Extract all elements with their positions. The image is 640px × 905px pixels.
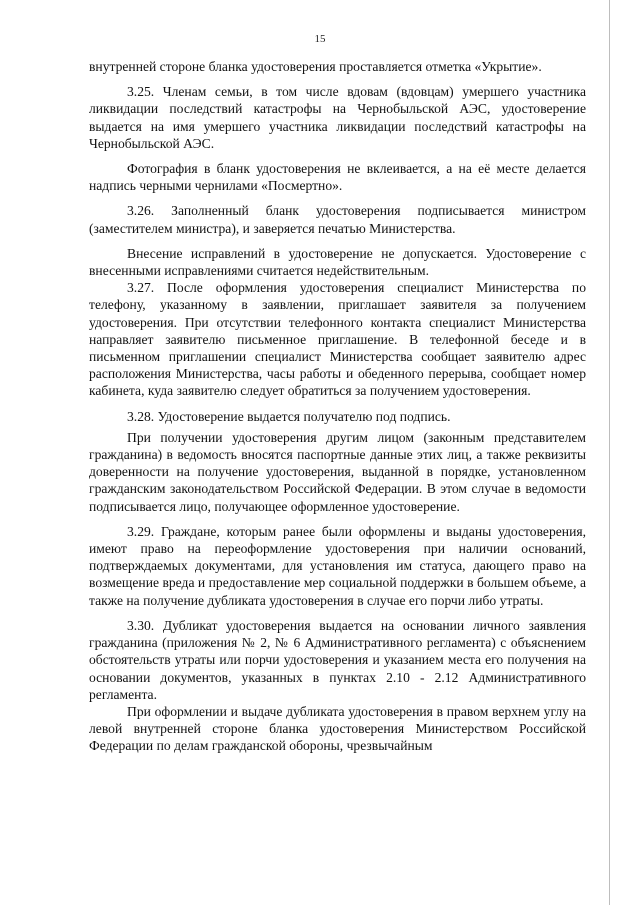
page-edge-line bbox=[609, 0, 610, 905]
paragraph: Фотография в бланк удостоверения не вклеивается, а на её месте делается надпись черными чернилами «Посмертно». bbox=[89, 161, 586, 194]
paragraph: 3.30. Дубликат удостоверения выдается на основании личного заявления гражданина (приложения № 2, № 6 Административного регламента) с объяснением обстоятельств утраты или порчи удостоверения и указанием места его получения на основании документов, указанных в пунктах 2.10 - 2.12 Административного регламента. bbox=[89, 617, 586, 702]
document-body bbox=[89, 58, 586, 755]
page-number: 15 bbox=[314, 33, 326, 45]
paragraph: При получении удостоверения другим лицом (законным представителем гражданина) в ведомость вносятся паспортные данные этих лиц, а также реквизиты доверенности на получение удостоверения, выданной в порядке, установленном гражданским законодательством Российской Федерации. В этом случае в ведомости подписывается лицо, получающее оформленное удостоверение. bbox=[89, 429, 586, 514]
paragraph: 3.28. Удостоверение выдается получателю под подпись. bbox=[127, 408, 451, 424]
paragraph: При оформлении и выдаче дубликата удостоверения в правом верхнем углу на левой внутренней стороне бланка удостоверения Министерством Российской Федерации по делам гражданской обороны, чрезвычайным bbox=[89, 703, 586, 754]
paragraph: 3.25. Членам семьи, в том числе вдовам (вдовцам) умершего участника ликвидации последствий катастрофы на Чернобыльской АЭС, удостоверение выдается на имя умершего участника ликвидации последствий катастрофы на Чернобыльской АЭС. bbox=[89, 84, 586, 151]
paragraph: Внесение исправлений в удостоверение не допускается. Удостоверение с внесенными исправлениями считается недействительным. bbox=[89, 245, 586, 279]
paragraph: 3.26. Заполненный бланк удостоверения подписывается министром (заместителем министра), и заверяется печатью Министерства. bbox=[89, 203, 586, 236]
paragraph: 3.27. После оформления удостоверения специалист Министерства по телефону, указанному в заявлении, приглашает заявителя за получением удостоверения. При отсутствии телефонного контакта специалист Министерства направляет заявителю письменное приглашение. В телефонной беседе и в письменном приглашении специалист Министерства сообщает заявителю адрес расположения Министерства, часы работы и обеденного перерыва, сообщает номер кабинета, куда заявителю следует обратиться за получением удостоверения. bbox=[89, 280, 586, 399]
paragraph: внутренней стороне бланка удостоверения проставляется отметка «Укрытие». bbox=[89, 59, 542, 74]
paragraph: 3.29. Граждане, которым ранее были оформлены и выданы удостоверения, имеют право на переоформление удостоверения при наличии оснований, подтверждаемых документами, для установления им статуса, дающего право на возмещение вреда и предоставление мер социальной поддержки в большем объеме, а также на получение дубликата удостоверения в случае его порчи либо утраты. bbox=[89, 523, 586, 608]
